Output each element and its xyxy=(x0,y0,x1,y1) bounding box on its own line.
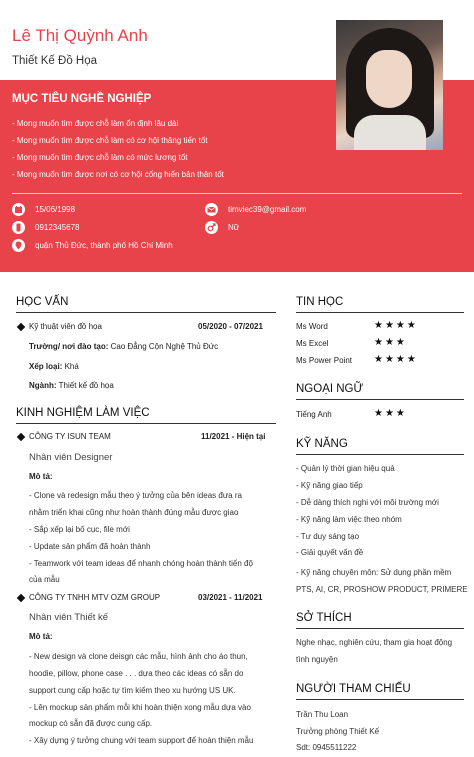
it-skill-name: Ms Word xyxy=(296,322,328,331)
reference-phone: Sdt: 0945511222 xyxy=(296,743,357,752)
job-desc-line: - Update sản phẩm đã hoàn thành xyxy=(29,542,151,551)
skill-item: - Quản lý thời gian hiệu quả xyxy=(296,464,395,473)
it-skills-heading: TIN HỌC xyxy=(296,296,344,308)
education-rank: Xếp loại: Khá xyxy=(29,362,79,371)
hobbies-heading: SỞ THÍCH xyxy=(296,612,352,624)
job-desc-label: Mô tả: xyxy=(29,632,53,641)
email-icon xyxy=(205,203,218,216)
contact-email xyxy=(205,203,306,216)
skill-item: - Tư duy sáng tạo xyxy=(296,532,360,541)
objective-item: - Mong muốn tìm được nơi có cơ hội cống hiến bản thân tốt xyxy=(12,170,224,179)
education-divider xyxy=(16,312,276,313)
reference-heading: NGƯỜI THAM CHIẾU xyxy=(296,683,411,695)
job-desc-line: - Clone và redesign mẫu theo ý tưởng của bên ideas đưa ra xyxy=(29,491,242,500)
job-company: CÔNG TY TNHH MTV OZM GROUP xyxy=(29,593,161,602)
contact-phone xyxy=(12,221,80,234)
skills-heading: KỸ NĂNG xyxy=(296,438,348,450)
job-period: 11/2021 - Hiện tại xyxy=(201,432,266,441)
bullet-diamond-icon xyxy=(17,594,25,602)
skill-item: - Kỹ năng giao tiếp xyxy=(296,481,363,490)
it-skill-name: Ms Power Point xyxy=(296,356,353,365)
education-school: Trường/ nơi đào tạo: Cao Đẳng Cộn Nghệ Thủ Đức xyxy=(29,342,219,351)
language-name: Tiếng Anh xyxy=(296,410,332,419)
hobbies-divider xyxy=(296,628,464,629)
calendar-icon xyxy=(12,203,25,216)
job-desc-line: mockup có sẵn đã được cung cấp. xyxy=(29,719,153,728)
bullet-diamond-icon xyxy=(17,433,25,441)
objective-item: - Mong muốn tìm được chỗ làm có cơ hội thăng tiến tốt xyxy=(12,136,208,145)
location-pin-icon xyxy=(12,239,25,252)
hobbies-line: Nghe nhạc, nghiên cứu, tham gia hoạt động xyxy=(296,638,453,647)
band-divider xyxy=(12,193,462,194)
rating-stars: ★★★ xyxy=(374,337,407,348)
job-desc-line: hoodie, pillow, phone case . . . dựa theo các ideas có sẵn do xyxy=(29,669,244,678)
job-desc-line: - Lên mockup sản phẩm mỗi khi hoàn thiện xong mẫu dựa vào xyxy=(29,703,251,712)
objective-list xyxy=(12,118,224,186)
job-desc-line: support cung cấp hoặc tự tìm kiếm theo xu hướng US UK. xyxy=(29,686,236,695)
skill-pro-line: - Kỹ năng chuyên môn: Sử dụng phần mềm xyxy=(296,568,452,577)
rating-stars: ★★★ xyxy=(374,408,407,419)
education-major: Kỹ thuật viên đồ họa xyxy=(29,322,102,331)
skill-pro-line: PTS, AI, CR, PROSHOW PRODUCT, PRIMERE xyxy=(296,585,468,594)
reference-name: Trần Thu Loan xyxy=(296,710,349,719)
bullet-diamond-icon xyxy=(17,323,25,331)
objective-item: - Mong muốn tìm được chỗ làm có mức lương tốt xyxy=(12,153,188,162)
education-field: Ngành: Thiết kế đồ họa xyxy=(29,381,114,390)
hobbies-line: tình nguyện xyxy=(296,655,338,664)
languages-divider xyxy=(296,399,464,400)
objective-item: - Mong muốn tìm được chỗ làm ổn định lâu dài xyxy=(12,119,179,128)
job-company: CÔNG TY ISUN TEAM xyxy=(29,432,111,441)
job-desc-line: - Teamwork với team ideas để nhanh chóng hoàn thành tiến độ xyxy=(29,559,253,568)
contact-gender xyxy=(205,221,239,234)
it-skill-name: Ms Excel xyxy=(296,339,329,348)
job-desc-label: Mô tả: xyxy=(29,472,53,481)
skill-item: - Dễ dàng thích nghi với môi trường mới xyxy=(296,498,439,507)
job-desc-line: - Sắp xếp lại bố cục, file mới xyxy=(29,525,130,534)
experience-heading: KINH NGHIỆM LÀM VIỆC xyxy=(16,407,150,419)
reference-position: Trưởng phòng Thiết Kế xyxy=(296,727,380,736)
job-role: Nhân viên Thiết kế xyxy=(29,612,109,623)
skill-item: - Giải quyết vấn đề xyxy=(296,548,364,557)
job-desc-line: - Xây dựng ý tưởng chung với team support để hoàn thiện mẫu xyxy=(29,736,254,745)
candidate-name: Lê Thị Quỳnh Anh xyxy=(12,26,148,45)
phone-value: 0912345678 xyxy=(35,223,80,232)
email-value: timviec39@gmail.com xyxy=(228,205,307,214)
gender-value: Nữ xyxy=(228,223,240,232)
skills-divider xyxy=(296,454,464,455)
job-role: Nhân viên Designer xyxy=(29,452,113,463)
profile-photo xyxy=(336,20,443,150)
contact-address xyxy=(12,239,173,252)
skill-item: - Kỹ năng làm việc theo nhóm xyxy=(296,515,402,524)
gender-icon xyxy=(205,221,218,234)
job-desc-line: nhằm triển khai cũng như hoàn thành đúng mẫu được giao xyxy=(29,508,239,517)
experience-divider xyxy=(16,423,276,424)
rating-stars: ★★★★ xyxy=(374,320,418,331)
education-period: 05/2020 - 07/2021 xyxy=(198,322,263,331)
reference-divider xyxy=(296,699,464,700)
rating-stars: ★★★★ xyxy=(374,354,418,365)
education-heading: HỌC VẤN xyxy=(16,296,69,308)
languages-heading: NGOẠI NGỮ xyxy=(296,383,364,395)
candidate-title: Thiết Kế Đồ Họa xyxy=(12,55,98,67)
it-skills-divider xyxy=(296,312,464,313)
contact-birthday xyxy=(12,203,75,216)
address-value: quận Thủ Đức, thành phố Hồ Chí Minh xyxy=(35,241,173,250)
job-period: 03/2021 - 11/2021 xyxy=(198,593,263,602)
job-desc-line: - New design và clone deisgn các mẫu, hình ảnh cho áo thun, xyxy=(29,652,248,661)
job-desc-line: của mẫu xyxy=(29,575,60,584)
objective-heading: MỤC TIÊU NGHỀ NGHIỆP xyxy=(12,93,152,105)
birthday-value: 15/06/1998 xyxy=(35,205,76,214)
phone-icon xyxy=(12,221,25,234)
